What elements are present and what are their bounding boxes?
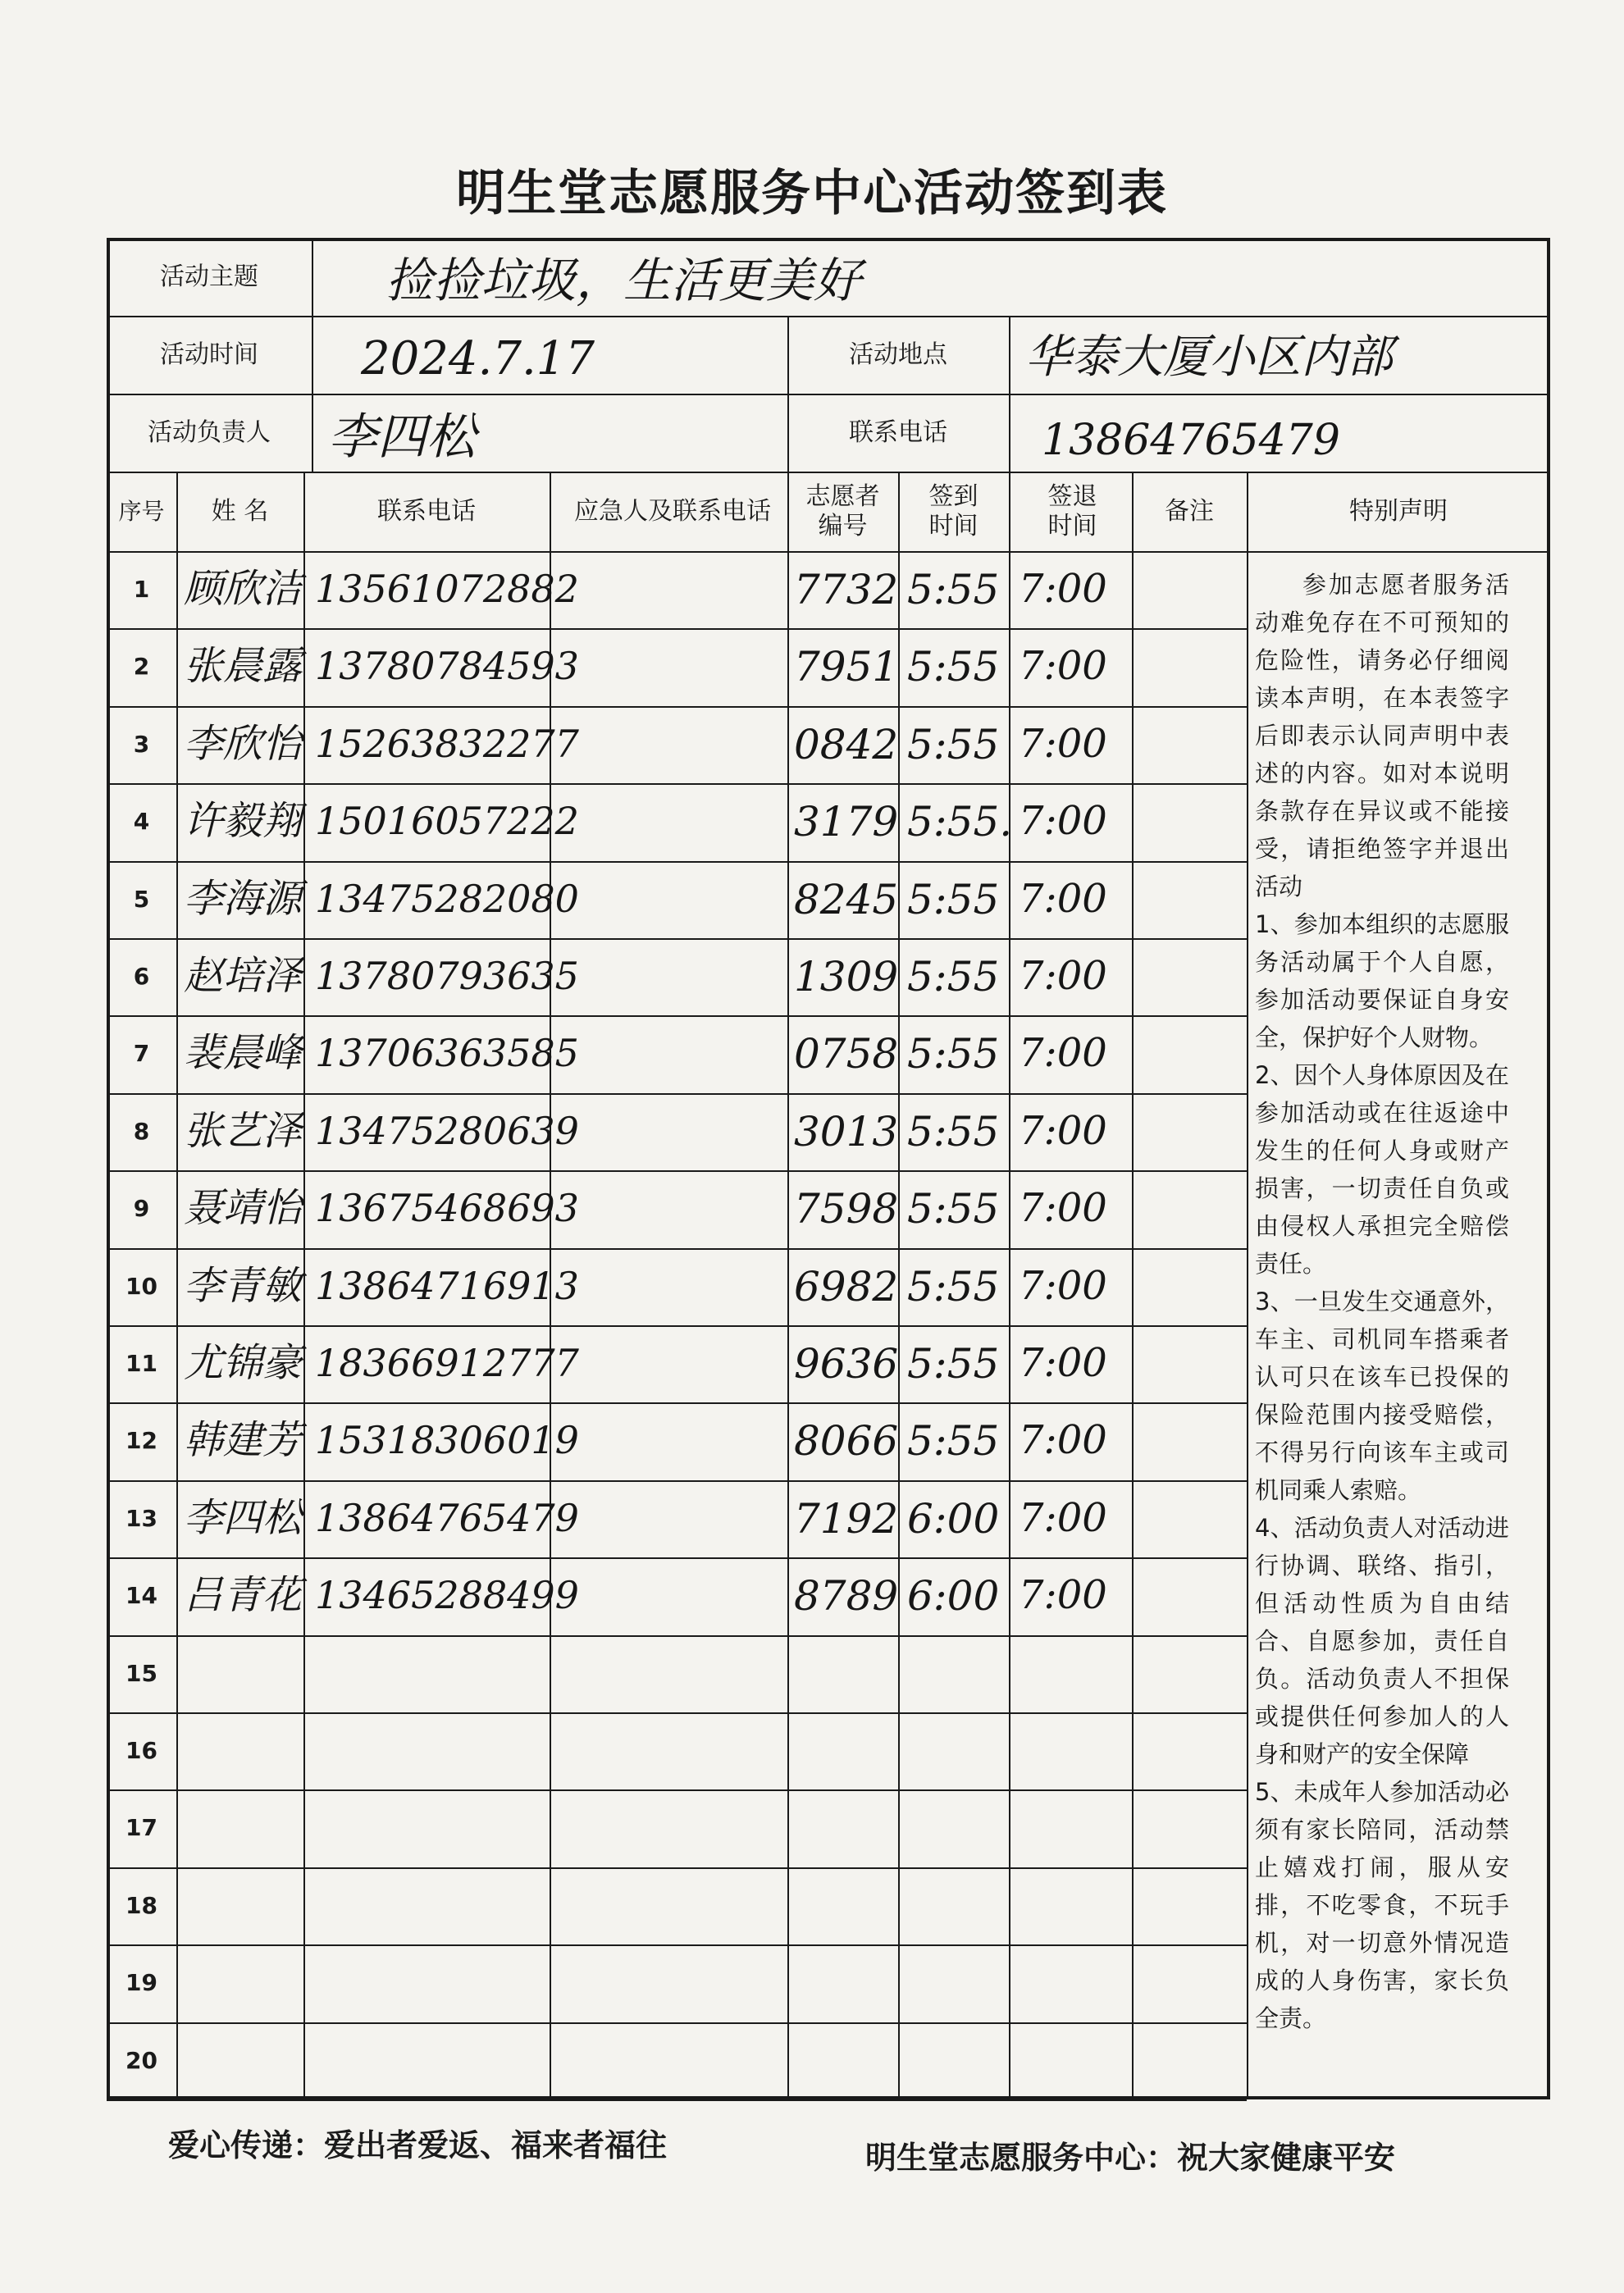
row-emergency <box>550 1325 787 1402</box>
col-header-index: 序号 <box>118 497 165 525</box>
row-sign-out: 7:00 <box>1019 798 1107 845</box>
place-value: 华泰大厦小区内部 <box>1025 331 1393 385</box>
row-sign-out: 7:00 <box>1019 876 1107 923</box>
col-header-notice: 特别声明 <box>1349 496 1448 526</box>
row-name: 顾欣洁 <box>183 566 302 613</box>
row-emergency <box>550 1712 787 1789</box>
row-sign-in: 5:55 <box>907 1108 1000 1156</box>
row-phone <box>310 1867 550 1944</box>
row-sign-in: 5:55 <box>907 566 1000 613</box>
row-emergency <box>550 938 787 1015</box>
row-sign-out <box>1014 1635 1132 1712</box>
row-index: 3 <box>133 731 150 759</box>
row-phone <box>310 1712 550 1789</box>
row-index: 7 <box>133 1040 150 1068</box>
row-vol-id: 7192 <box>794 1495 899 1543</box>
row-vol-id: 8245 <box>794 876 899 923</box>
row-sign-out <box>1014 1712 1132 1789</box>
row-vol-id <box>789 1635 898 1712</box>
notice-paragraph: 4、活动负责人对活动进行协调、联络、指引，但活动性质为自由结合、自愿参加，责任自负。活动负责人不担保或提供任何参加人的人身和财产的安全保障 <box>1255 1514 1509 1768</box>
row-index: 14 <box>125 1582 157 1610</box>
rule <box>312 238 313 472</box>
rule <box>303 472 305 2099</box>
row-name: 韩建芳 <box>183 1417 302 1464</box>
col-header-name: 姓 名 <box>211 496 269 526</box>
row-sign-in <box>902 1789 1009 1867</box>
row-index: 9 <box>133 1195 150 1223</box>
row-sign-in: 5:55 <box>907 953 1000 1001</box>
row-emergency <box>550 1015 787 1092</box>
row-phone: 13780784593 <box>315 644 579 689</box>
row-sign-out: 7:00 <box>1019 643 1107 690</box>
row-name: 张艺泽 <box>183 1108 302 1155</box>
row-index: 5 <box>133 886 150 914</box>
row-sign-in: 5:55 <box>907 1417 1000 1465</box>
row-emergency <box>550 1093 787 1170</box>
row-sign-in: 5:55 <box>907 643 1000 691</box>
row-sign-out <box>1014 1944 1132 2022</box>
row-sign-out: 7:00 <box>1019 1495 1107 1542</box>
row-sign-in: 5:55. <box>907 798 1013 846</box>
row-rule <box>107 2099 1247 2101</box>
row-index: 18 <box>125 1892 157 1920</box>
row-name: 李四松 <box>183 1495 302 1542</box>
place-label: 活动地点 <box>849 340 947 369</box>
rule <box>1009 316 1010 472</box>
col-header-vol-id: 志愿者编号 <box>805 481 880 540</box>
row-name: 张晨露 <box>183 643 302 690</box>
notice-paragraph: 参加志愿者服务活动难免存在不可预知的危险性，请务必仔细阅读本声明，在本表签字后即表示认同声明中表述的内容。如对本说明条款存在异议或不能接受，请拒绝签字并退出活动 <box>1255 571 1509 900</box>
row-emergency <box>550 1557 787 1634</box>
row-name: 许毅翔 <box>183 798 302 845</box>
notice-paragraph: 5、未成年人参加活动必须有家长陪同，活动禁止嬉戏打闹，服从安排，不吃零食，不玩手机，对一切意外情况造成的人身伤害，家长负全责。 <box>1255 1778 1509 2032</box>
row-sign-out: 7:00 <box>1019 721 1107 768</box>
row-sign-in <box>902 1944 1009 2022</box>
page-title: 明生堂志愿服务中心活动签到表 <box>456 165 1168 222</box>
row-sign-out <box>1014 1867 1132 1944</box>
footer-left: 爱心传递：爱出者爱返、福来者福往 <box>168 2127 668 2163</box>
row-vol-id: 3179 <box>794 798 899 846</box>
row-phone <box>310 1789 550 1867</box>
row-emergency <box>550 1170 787 1247</box>
row-name: 尤锦豪 <box>183 1340 302 1387</box>
row-index: 10 <box>125 1273 157 1301</box>
row-sign-out: 7:00 <box>1019 1340 1107 1387</box>
row-index: 17 <box>125 1814 157 1842</box>
row-index: 12 <box>125 1427 157 1455</box>
row-vol-id <box>789 1712 898 1789</box>
row-phone: 13475280639 <box>315 1109 579 1154</box>
row-index: 8 <box>133 1118 150 1146</box>
row-sign-out: 7:00 <box>1019 1108 1107 1155</box>
row-emergency <box>550 1480 787 1557</box>
row-name: 李海源 <box>183 876 302 923</box>
row-index: 13 <box>125 1505 157 1533</box>
row-sign-in: 6:00 <box>907 1572 1000 1620</box>
row-phone: 15318306019 <box>315 1418 579 1463</box>
row-name: 李青敏 <box>183 1263 302 1310</box>
footer-right: 明生堂志愿服务中心：祝大家健康平安 <box>865 2140 1396 2176</box>
row-vol-id: 0842 <box>794 721 899 768</box>
notice-paragraph: 1、参加本组织的志愿服务活动属于个人自愿，参加活动要保证自身安全，保护好个人财物。 <box>1255 910 1509 1051</box>
time-label: 活动时间 <box>160 340 258 369</box>
row-sign-in: 5:55 <box>907 1263 1000 1311</box>
row-phone: 13561072882 <box>315 567 579 612</box>
col-header-remark: 备注 <box>1165 496 1214 526</box>
row-emergency <box>550 706 787 783</box>
row-vol-id: 7732 <box>794 566 899 613</box>
row-vol-id: 7598 <box>794 1185 899 1233</box>
row-vol-id: 0758 <box>794 1030 899 1078</box>
row-index: 19 <box>125 1969 157 1997</box>
row-sign-in: 5:55 <box>907 1030 1000 1078</box>
row-vol-id <box>789 1944 898 2022</box>
theme-value: 捡捡垃圾，生活更美好 <box>385 252 862 308</box>
row-name: 李欣怡 <box>183 721 302 768</box>
row-sign-in <box>902 1867 1009 1944</box>
row-phone: 13706363585 <box>315 1031 579 1076</box>
special-notice <box>1255 566 1509 2037</box>
row-phone <box>310 1944 550 2022</box>
row-vol-id: 7951 <box>794 643 899 691</box>
row-vol-id: 8066 <box>794 1417 899 1465</box>
row-vol-id <box>789 1789 898 1867</box>
row-phone: 13465288499 <box>315 1573 579 1618</box>
row-phone: 18366912777 <box>315 1341 579 1386</box>
row-vol-id <box>789 2022 898 2099</box>
row-phone: 13780793635 <box>315 954 579 999</box>
row-index: 20 <box>125 2047 157 2075</box>
row-sign-out: 7:00 <box>1019 566 1107 613</box>
row-emergency <box>550 551 787 628</box>
row-emergency <box>550 1402 787 1479</box>
row-name: 吕青花 <box>183 1572 302 1619</box>
time-value: 2024.7.17 <box>361 331 595 385</box>
row-vol-id: 1309 <box>794 953 899 1001</box>
row-sign-out: 7:00 <box>1019 1572 1107 1619</box>
row-sign-out <box>1014 2022 1132 2099</box>
row-phone: 13675468693 <box>315 1186 579 1231</box>
row-vol-id: 3013 <box>794 1108 899 1156</box>
row-phone: 15016057222 <box>315 799 579 844</box>
row-sign-in <box>902 1712 1009 1789</box>
row-sign-out <box>1014 1789 1132 1867</box>
row-emergency <box>550 1867 787 1944</box>
row-sign-in: 5:55 <box>907 1340 1000 1388</box>
rule <box>1247 472 1248 2099</box>
row-vol-id: 8789 <box>794 1572 899 1620</box>
row-emergency <box>550 861 787 938</box>
row-name: 裴晨峰 <box>183 1030 302 1077</box>
row-name <box>182 1944 303 2022</box>
row-name <box>182 1789 303 1867</box>
col-header-emergency: 应急人及联系电话 <box>574 496 771 526</box>
row-emergency <box>550 1248 787 1325</box>
row-emergency <box>550 1789 787 1867</box>
rule <box>1132 472 1134 2099</box>
row-phone: 13864765479 <box>315 1496 579 1541</box>
row-index: 6 <box>133 963 150 991</box>
row-name: 聂靖怡 <box>183 1185 302 1232</box>
row-emergency <box>550 628 787 705</box>
row-phone: 13475282080 <box>315 877 579 922</box>
row-index: 2 <box>133 653 150 681</box>
row-emergency <box>550 783 787 860</box>
notice-paragraph: 2、因个人身体原因及在参加活动或在往返途中发生的任何人身或财产损害，一切责任自负或由侵权人承担完全赔偿责任。 <box>1255 1061 1509 1278</box>
rule <box>898 472 900 2099</box>
row-sign-in: 5:55 <box>907 1185 1000 1233</box>
row-name: 赵培泽 <box>183 953 302 1000</box>
phone-value: 13864765479 <box>1042 416 1340 466</box>
row-vol-id: 6982 <box>794 1263 899 1311</box>
row-name <box>182 1867 303 1944</box>
row-sign-out: 7:00 <box>1019 1185 1107 1232</box>
theme-label: 活动主题 <box>160 262 258 291</box>
row-phone: 15263832277 <box>315 722 579 767</box>
notice-paragraph: 3、一旦发生交通意外，车主、司机同车搭乘者认可只在该车已投保的保险范围内接受赔偿，不得另行向该车主或司机同乘人索赔。 <box>1255 1288 1509 1504</box>
row-name <box>182 2022 303 2099</box>
row-index: 15 <box>125 1660 157 1688</box>
row-vol-id: 9636 <box>794 1340 899 1388</box>
phone-label: 联系电话 <box>849 417 947 447</box>
row-sign-out: 7:00 <box>1019 1030 1107 1077</box>
row-name <box>182 1635 303 1712</box>
row-sign-in: 5:55 <box>907 876 1000 923</box>
rule <box>176 472 178 2099</box>
col-header-phone: 联系电话 <box>377 496 476 526</box>
row-sign-in <box>902 2022 1009 2099</box>
row-phone <box>310 2022 550 2099</box>
row-index: 11 <box>125 1350 157 1378</box>
row-sign-in <box>902 1635 1009 1712</box>
row-sign-out: 7:00 <box>1019 953 1107 1000</box>
row-sign-in: 5:55 <box>907 721 1000 768</box>
row-sign-in: 6:00 <box>907 1495 1000 1543</box>
col-header-sign-in: 签到时间 <box>928 481 979 540</box>
row-index: 16 <box>125 1737 157 1765</box>
row-phone <box>310 1635 550 1712</box>
row-emergency <box>550 2022 787 2099</box>
row-index: 4 <box>133 808 150 836</box>
leader-label: 活动负责人 <box>148 417 271 447</box>
row-emergency <box>550 1944 787 2022</box>
col-header-sign-out: 签退时间 <box>1047 481 1097 540</box>
row-emergency <box>550 1635 787 1712</box>
row-sign-out: 7:00 <box>1019 1417 1107 1464</box>
leader-value: 李四松 <box>328 408 476 466</box>
row-index: 1 <box>133 576 150 604</box>
row-vol-id <box>789 1867 898 1944</box>
row-sign-out: 7:00 <box>1019 1263 1107 1310</box>
row-phone: 13864716913 <box>315 1264 579 1309</box>
rule <box>1009 472 1010 2099</box>
row-name <box>182 1712 303 1789</box>
